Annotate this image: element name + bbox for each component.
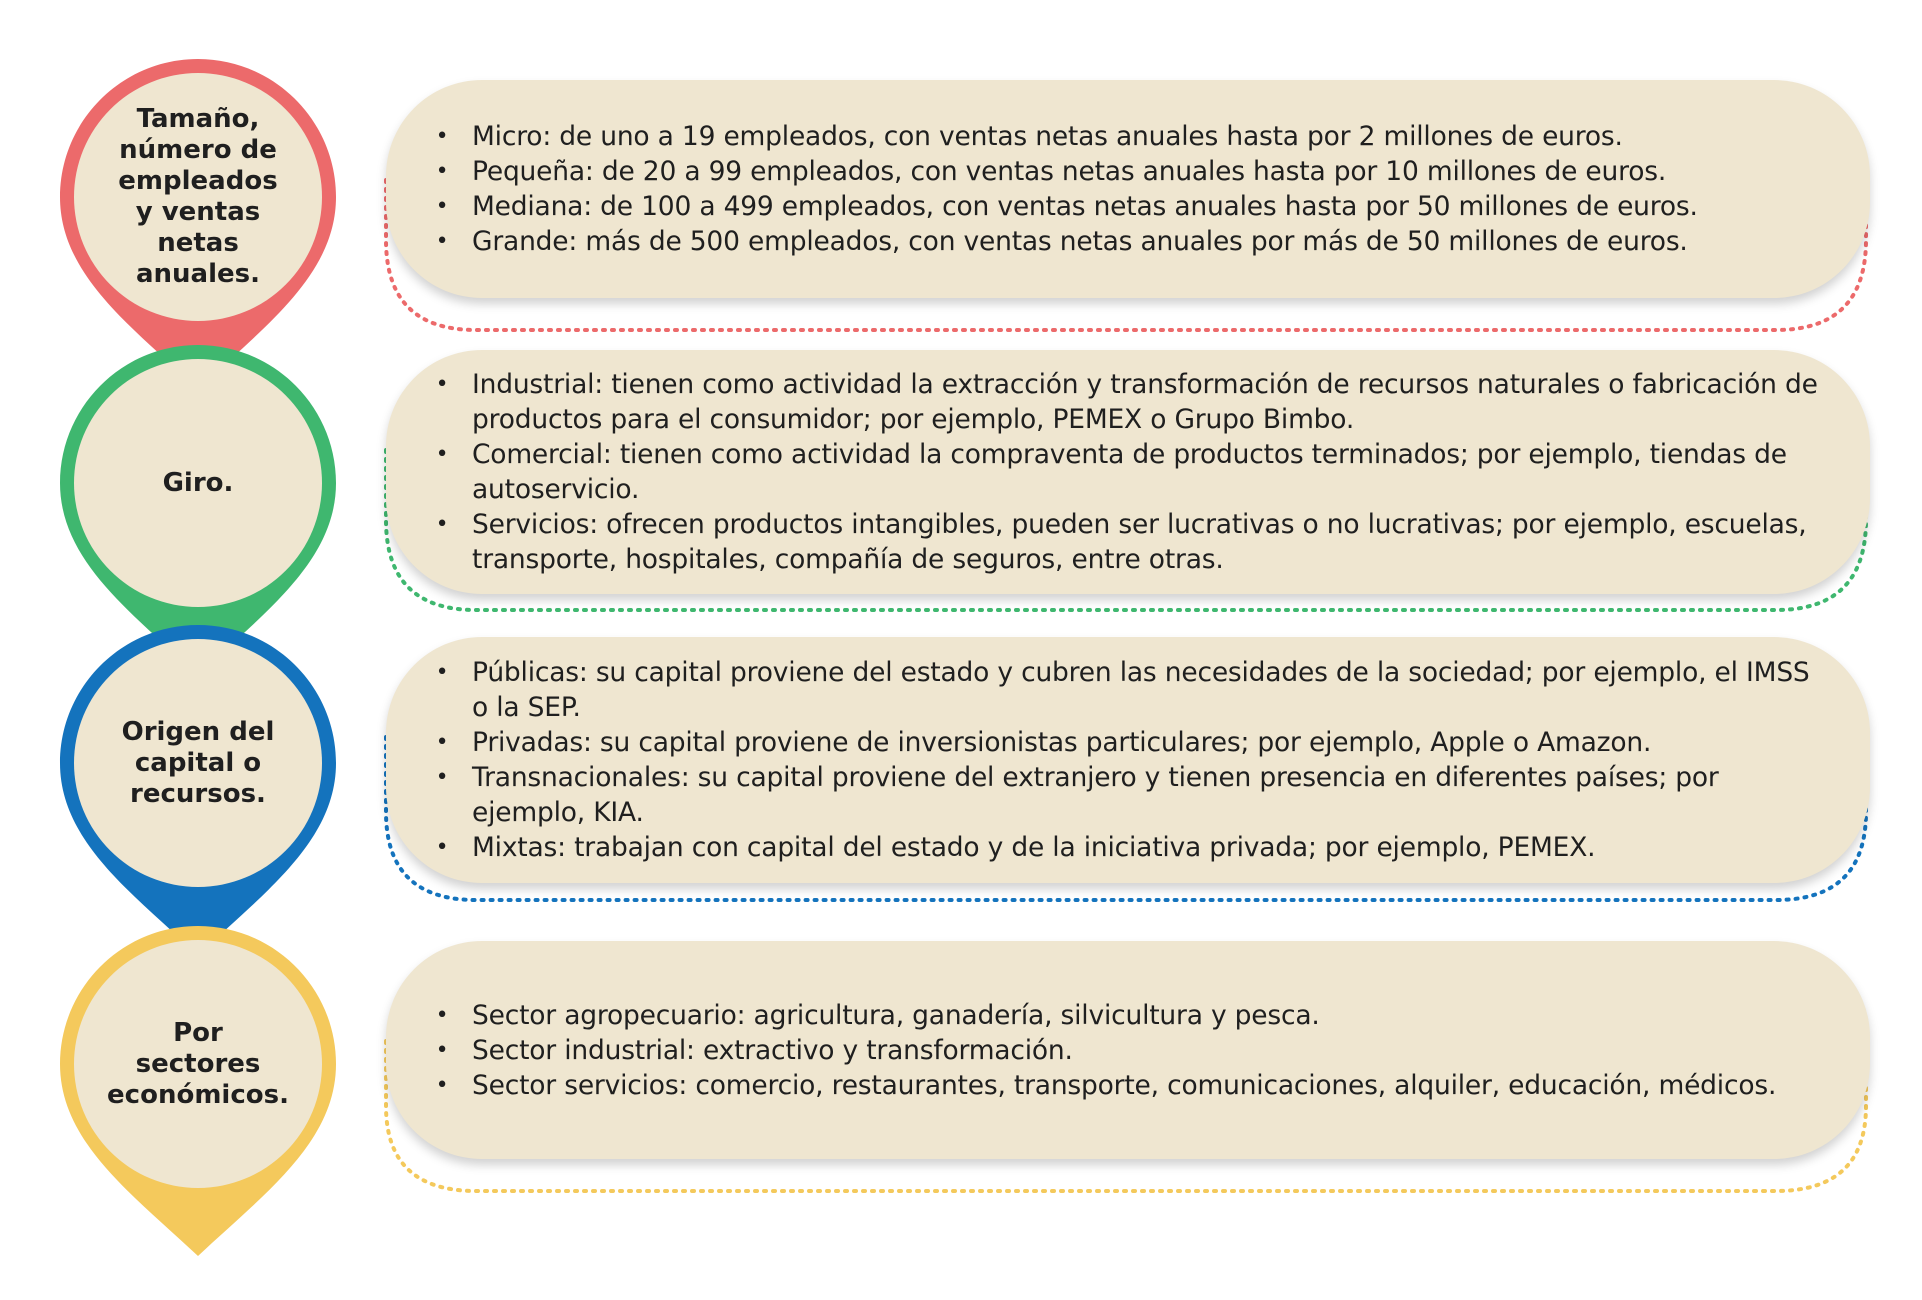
bullet-icon: • bbox=[435, 194, 449, 219]
bullet-icon: • bbox=[435, 1037, 449, 1063]
list-item: • Industrial: tienen como actividad la extracción y transformación de recursos naturales o fabricación de productos para el consumidor; por ejemplo, PEMEX o Grupo Bimbo. bbox=[430, 367, 1830, 437]
bullet-list bbox=[430, 367, 1830, 577]
bullet-icon: • bbox=[435, 660, 449, 685]
bullet-icon: • bbox=[435, 1072, 449, 1098]
category-label: Origen del capital o recursos. bbox=[121, 716, 275, 809]
bullet-icon: • bbox=[435, 1002, 449, 1028]
bullet-icon: • bbox=[435, 765, 449, 790]
pin-marker-red bbox=[60, 59, 336, 389]
card-sectores bbox=[386, 941, 1870, 1159]
list-item: • Pequeña: de 20 a 99 empleados, con ventas netas anuales hasta por 10 millones de euros. bbox=[430, 154, 1830, 189]
list-item: • Grande: más de 500 empleados, con ventas netas anuales por más de 50 millones de euros. bbox=[430, 224, 1830, 259]
pin-marker-yellow bbox=[60, 926, 336, 1256]
bullet-list bbox=[430, 998, 1830, 1103]
bullet-icon: • bbox=[435, 730, 449, 755]
card-origen bbox=[386, 637, 1870, 883]
bullet-icon: • bbox=[435, 229, 449, 254]
list-item: • Sector agropecuario: agricultura, ganadería, silvicultura y pesca. bbox=[430, 998, 1830, 1033]
bullet-icon: • bbox=[435, 512, 449, 537]
list-item: • Micro: de uno a 19 empleados, con ventas netas anuales hasta por 2 millones de euros. bbox=[430, 119, 1830, 154]
list-item: • Sector industrial: extractivo y transformación. bbox=[430, 1033, 1830, 1068]
bullet-list bbox=[430, 655, 1830, 865]
list-item: • Privadas: su capital proviene de inversionistas particulares; por ejemplo, Apple o Amazon. bbox=[430, 725, 1830, 760]
card-giro bbox=[386, 350, 1870, 594]
bullet-icon: • bbox=[435, 372, 449, 397]
bullet-icon: • bbox=[435, 835, 449, 860]
bullet-icon: • bbox=[435, 442, 449, 467]
list-item: • Servicios: ofrecen productos intangibles, pueden ser lucrativas o no lucrativas; por ejemplo, escuelas, transporte, hospitales, compañía de seguros, entre otras. bbox=[430, 507, 1830, 577]
category-label: Tamaño, número de empleados y ventas netas anuales. bbox=[118, 104, 278, 289]
bullet-icon: • bbox=[435, 124, 449, 149]
list-item: • Comercial: tienen como actividad la compraventa de productos terminados; por ejemplo, tiendas de autoservicio. bbox=[430, 437, 1830, 507]
list-item: • Mixtas: trabajan con capital del estado y de la iniciativa privada; por ejemplo, PEMEX. bbox=[430, 830, 1830, 865]
category-label: Por sectores económicos. bbox=[107, 1017, 289, 1110]
category-label: Giro. bbox=[162, 467, 234, 498]
list-item: • Mediana: de 100 a 499 empleados, con ventas netas anuales hasta por 50 millones de euros. bbox=[430, 189, 1830, 224]
list-item: • Transnacionales: su capital proviene del extranjero y tienen presencia en diferentes países; por ejemplo, KIA. bbox=[430, 760, 1830, 830]
list-item: • Públicas: su capital proviene del estado y cubren las necesidades de la sociedad; por ejemplo, el IMSS o la SEP. bbox=[430, 655, 1830, 725]
bullet-list bbox=[430, 119, 1830, 259]
card-tamano bbox=[386, 80, 1870, 298]
bullet-icon: • bbox=[435, 159, 449, 184]
list-item: • Sector servicios: comercio, restaurantes, transporte, comunicaciones, alquiler, educación, médicos. bbox=[430, 1068, 1830, 1103]
pin-marker-blue bbox=[60, 625, 336, 955]
